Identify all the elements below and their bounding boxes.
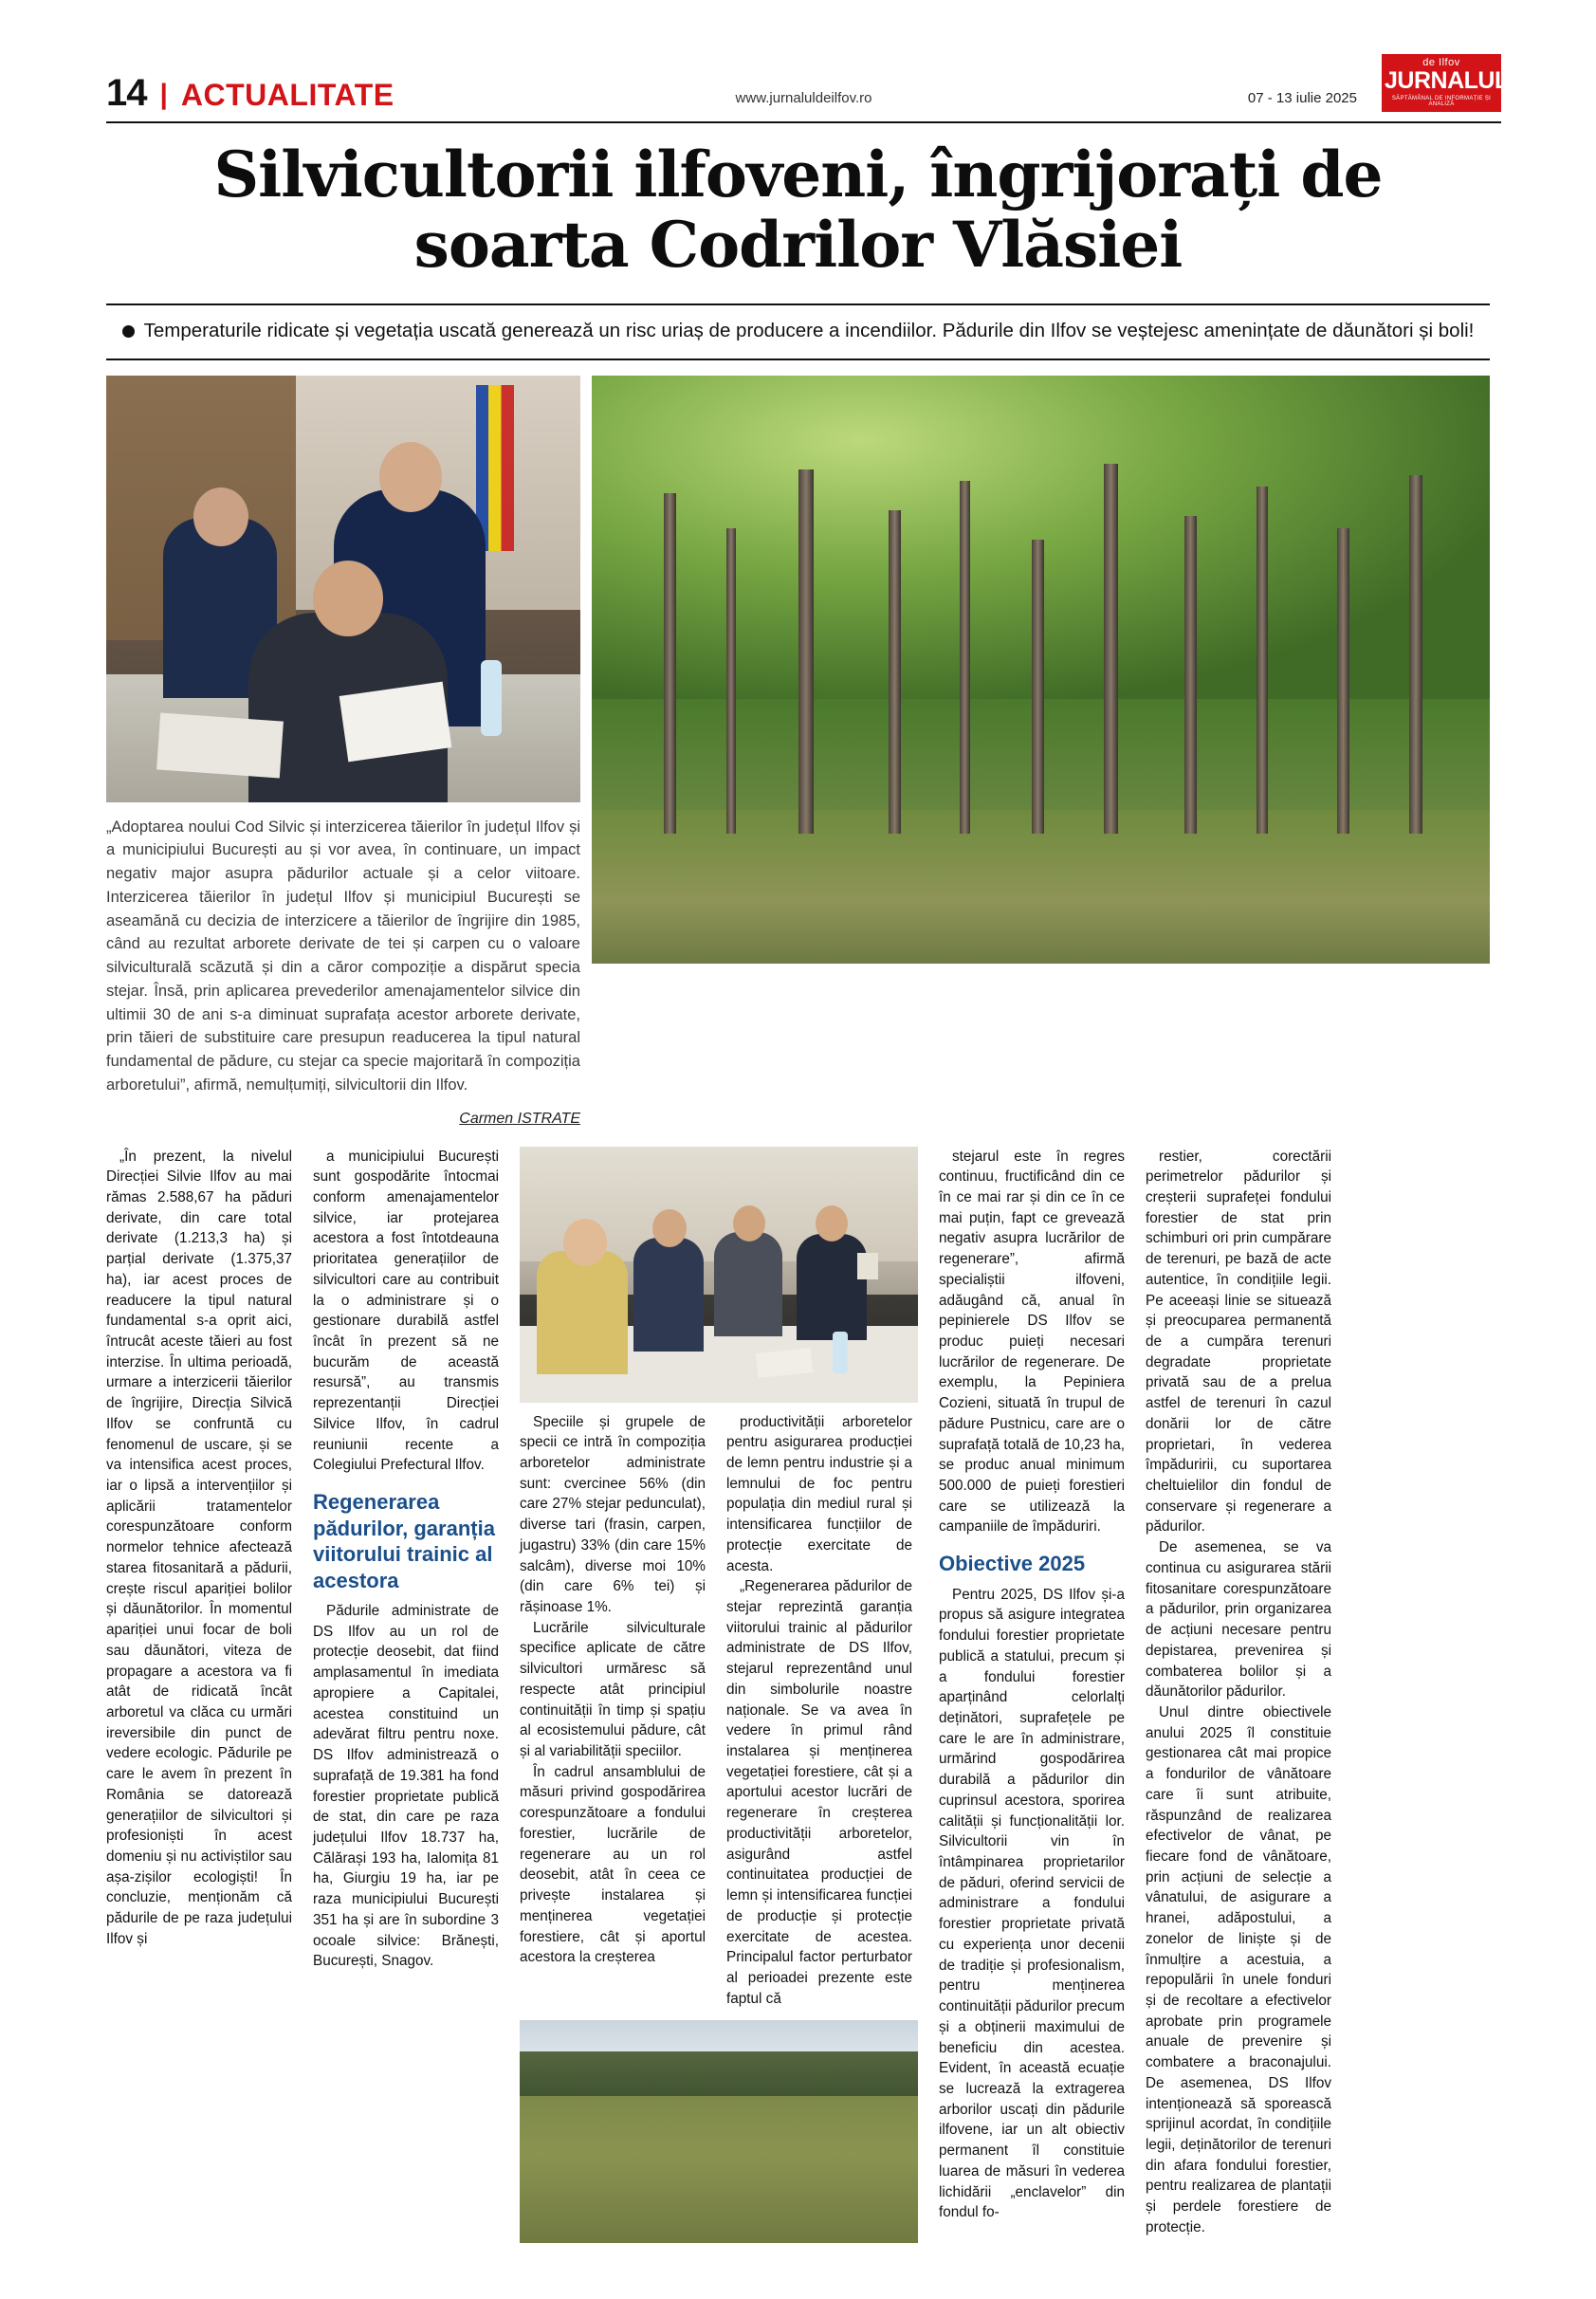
logo-line-2: JURNALUL xyxy=(1385,67,1509,94)
article-column-1 xyxy=(106,1147,292,1950)
paragraph: „În prezent, la nivelul Direcției Silvie Ilfov au mai rămas 2.588,67 ha păduri derivate, din care total derivate (1.213,3 ha) și parțial derivate (1.375,37 ha), iar acest proces de readucere la tipul natural fundamental s-a oprit aici, întrucât aceste tăieri au fost interzise. În ultima perioadă, urmare a interzicerii tăierilor de îngrijire, Direcția Silvică Ilfov se confruntă cu fenomenul de uscare, și se va intensifica acest proces, iar o lipsă a intervențiilor și aplicării tratamentelor corespunzătoare conform normelor tehnice afectează starea fitosanitară a pădurii, crește riscul apariției bolilor și dăunătorilor. În momentul apariției unui focar de boli sau dăunători, viteza de propagare a acestora va fi atât de ridicată încât arboretul va clăca cu urmări ireversibile din punct de vedere ecologic. Pădurile pe care le avem în prezent în România se datorează generațiilor de silvicultori și profesioniști în acest domeniu și nu activiștilor sau așa-zișilor ecologiști! În concluzie, menționăm că pădurile de pe raza județului Ilfov și xyxy=(106,1148,292,1947)
logo-line-1: de Ilfov xyxy=(1422,57,1460,68)
website-url[interactable]: www.jurnaluldeilfov.ro xyxy=(735,90,872,106)
article-column-5 xyxy=(939,1147,1125,2223)
masthead-left xyxy=(106,74,394,112)
newspaper-page xyxy=(0,59,1596,2299)
paragraph: „Regenerarea pădurilor de stejar reprezintă garanția viitorului trainic al pădurilor administrate de DS Ilfov, stejarul reprezentând unul din simbolurile noastre naționale. Se va avea în vedere în primul rând instalarea și menținerea vegetației forestiere, cât și a aportului acestor lucrări de regenerare în creșterea productivității arboretelor, asigurând astfel continuitatea producției de lemn și intensificarea funcției de producție și protecție exercitate de acestea. Principalul factor perturbator al perioadei prezente este faptul că xyxy=(726,1578,912,2007)
masthead-separator: | xyxy=(159,79,168,110)
masthead-right xyxy=(1247,54,1509,112)
meeting-photo xyxy=(106,376,580,802)
subsection-heading-obiective: Obiective 2025 xyxy=(939,1552,1086,1576)
page-title: Silvicultorii ilfoveni, îngrijorați de soarta Codrilor Vlăsiei xyxy=(213,138,1383,282)
paragraph: Lucrările silviculturale specifice aplicate de către silvicultori urmăresc să respecte atât principiul continuității în timp și spațiu al ecosistemului pădure, cât și al variabilității speciilor. xyxy=(520,1619,706,1760)
subheadline-bar xyxy=(106,303,1490,360)
bullet-icon xyxy=(122,325,135,338)
paragraph: Speciile și grupele de specii ce intră în compoziția arboretelor administrate sunt: cvercinee 56% (din care 27% stejar pedunculat), diverse tari (frasin, carpen, jugastru) 33% (din care 15% salcâm), diverse moi 10% (din care 6% tei) și rășinoase 1%. xyxy=(520,1413,706,1615)
paragraph: productivității arboretelor pentru asigurarea producției de lemn pentru industrie și a lemnului de foc pentru populația din mediul rural și intensificarea funcțiilor de protecție exercitate de acesta. xyxy=(726,1413,912,1574)
masthead xyxy=(106,57,1509,114)
section-title: ACTUALITATE xyxy=(180,78,394,112)
article-column-6 xyxy=(1146,1147,1331,2238)
article-column-3 xyxy=(520,1412,706,2010)
media-row xyxy=(106,376,1490,1128)
paragraph: a municipiului București sunt gospodărite întocmai conform amenajamentelor silvice, iar protejarea acestora a fost întotdeauna prioritatea generațiilor de silvicultori care au contribuit la o administrare și o gestionare durabilă astfel încât în prezent să ne bucurăm de această resursă”, au transmis reprezentanții Direcției Silvice Ilfov, în cadrul reuniunii recente a Colegiului Prefectural Ilfov. xyxy=(313,1148,499,1474)
subheadline-text: Temperaturile ridicate și vegetația uscată generează un risc uriaș de producere a incendiilor. Pădurile din Ilfov se veștejesc amenințate de dăunători și boli! xyxy=(143,319,1475,341)
paragraph: Pentru 2025, DS Ilfov și-a propus să asigure integratea fondului forestier proprietate publică a statului, precum și a fondului forestier aparținând celorlalți deținători, suprafețele pe care le are în administrare, urmărind gospodărirea durabilă a pădurilor din cuprinsul acestora, sporirea calității și funcționalității lor. Silvicultorii vin în întâmpinarea proprietarilor de păduri, oferind servicii de administrare a fondului forestier proprietate privată cu experiența unor decenii de tradiție și profesionalism, pentru menținerea continuității pădurilor precum și a obținerii maximului de beneficiu din acestea. Evident, în această ecuație se lucrează la extragerea arborilor uscați din pădurile ilfovene, iar un alt obiectiv permanent îl constituie luarea de măsuri în vederea lichidării „enclavelor” din fondul fo- xyxy=(939,1586,1125,2221)
byline: Carmen ISTRATE xyxy=(459,1110,580,1127)
paragraph: restier, corectării perimetrelor pădurilor și creșterii suprafeței fondului forestier de stat prin schimburi ori prin cumpărare de terenuri, pe bază de acte autentice, în condițiile legii. Pe aceeași linie se situează și preocuparea permanentă de a cumpăra terenuri degradate proprietate privată sau de a prelua astfel de terenuri în cazul donării lor de către proprietari, în vederea împăduririi, cu suportarea cheltuielilor din fondul de conservare și regenerare a pădurilor. xyxy=(1146,1148,1331,1536)
forest-photo xyxy=(592,376,1490,964)
logo-line-3: SĂPTĂMÂNAL DE INFORMAȚIE ȘI ANALIZĂ xyxy=(1391,96,1492,107)
paragraph: Pădurile administrate de DS Ilfov au un rol de protecție deosebit, dat fiind amplasamentul în imediata apropiere a Capitalei, acestea constituind un adevărat filtru pentru noxe. DS Ilfov administrează o suprafață de 19.381 ha fond forestier proprietate publică de stat, din care pe raza județului Ilfov 18.737 ha, Călărași 193 ha, Ialomița 81 ha, Giurgiu 19 ha, iar pe raza municipiului București 351 ha și are în subordine 3 ocoale silvice: Brănești, București, Snagov. xyxy=(313,1603,499,1970)
column-3-with-photos xyxy=(520,1147,918,2244)
pull-quote: „Adoptarea noului Cod Silvic și interzicerea tăierilor în județul Ilfov și a municipiului București au și vor avea, în continuare, un impact negativ major asupra pădurilor actuale și a celor viitoare. Interzicerea tăierilor în județul Ilfov și municipiul București se aseamănă cu decizia de interzicere a tăierilor de îngrijire din 1985, când au rezultat arborete derivate de tei și carpen cu o valoare silviculturală scăzută și din a căror compoziție a dispărut specia stejar. Însă, prin aplicarea prevederilor amenajamentelor silvice din ultimii 30 de ani s-a diminuat suprafața acestor arborete derivate, prin tăieri de substituire care presupun readucerea la tipul natural fundamental de pădure, cu stejar ca specie majoritară în compoziția arboretului”, afirmă, nemulțumiți, silvicultorii din Ilfov. xyxy=(106,818,580,1094)
publication-logo xyxy=(1382,54,1509,112)
field-photo xyxy=(520,2020,918,2243)
paragraph: stejarul este în regres continuu, fructificând din ce în ce mai rar și din ce în ce mai puțin, fapt ce grevează negativ asupra lucrărilor de regenerare”, afirmă specialiștii ilfoveni, adăugând că, anual în pepinierele DS Ilfov se produc puieți necesari lucrărilor de regenerare. De exemplu, la Pepiniera Cozieni, situată în trupul de pădure Pustnicu, care are o suprafață totală de 10,23 ha, se produc anual minimum 500.000 de puieți forestieri care se utilizează la campaniile de împăduriri. xyxy=(939,1148,1125,1536)
subsection-heading-regenerare: Regenerarea pădurilor, garanția viitorului trainic al acestora xyxy=(313,1490,495,1592)
issue-date: 07 - 13 iulie 2025 xyxy=(1247,90,1357,106)
article-column-4 xyxy=(726,1412,912,2010)
round-table-meeting-photo xyxy=(520,1147,918,1403)
article-body xyxy=(106,1147,1490,2244)
header-divider xyxy=(106,121,1501,123)
paragraph: Unul dintre obiectivele anului 2025 îl constituie gestionarea cât mai propice a fondurilor de vânătoare care îi sunt atribuite, răspunzând de realizarea efectivelor de vânat, pe fiecare fond de vânătoare, prin acțiuni de selecție a vânatului, de asigurare a hranei, adăpostului, a zonelor de liniște și de înmulțire a acestuia, a repopulării în unele fonduri și de recoltare a efectivelor aprobate prin programele anuale de prevenire și combatere a braconajului. De asemenea, DS Ilfov intenționează să sporească sprijinul acordat, în condițiile legii, deținătorilor de terenuri din afara fondului forestier, pentru realizarea de plantații și perdele forestiere de protecție. xyxy=(1146,1703,1331,2235)
page-number: 14 xyxy=(106,72,147,114)
paragraph: De asemenea, se va continua cu asigurarea stării fitosanitare corespunzătoare a pădurilor, prin organizarea de acțiuni necesare pentru depistarea, prevenirea și combaterea bolilor și a dăunătorilor pădurilor. xyxy=(1146,1539,1331,1701)
paragraph: În cadrul ansamblului de măsuri privind gospodărirea corespunzătoare a fondului forestier, lucrările de regenerare au un rol deosebit, atât în ceea ce privește instalarea și menținerea vegetației forestiere, cât și aportul acestora la creșterea xyxy=(520,1763,706,1966)
article-column-2 xyxy=(313,1147,499,1972)
left-media-stack xyxy=(106,376,580,1128)
